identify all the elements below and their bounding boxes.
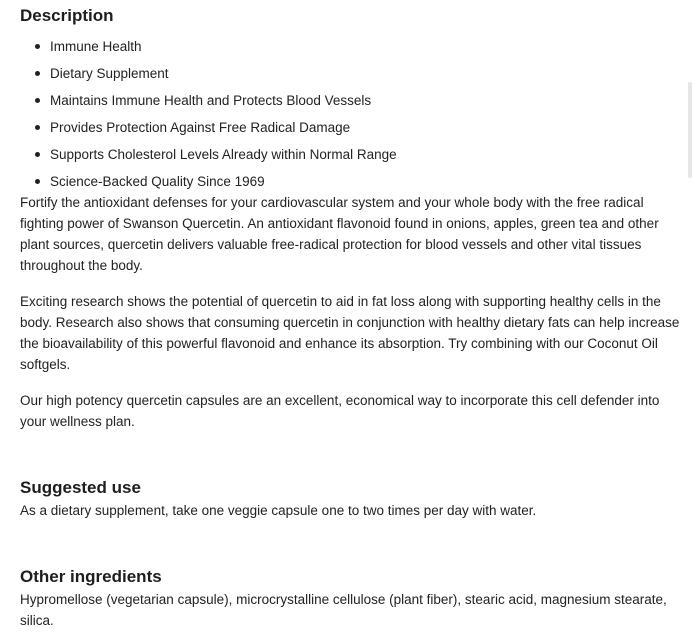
bullet-dot-icon xyxy=(35,179,40,184)
bullet-dot-icon xyxy=(35,71,40,76)
product-details-content xyxy=(20,4,680,631)
bullet-text: Supports Cholesterol Levels Already within Normal Range xyxy=(50,147,397,162)
other-ingredients-section xyxy=(20,565,680,631)
bullet-item xyxy=(20,33,680,60)
description-paragraph: Exciting research shows the potential of quercetin to aid in fat loss along with supporting healthy cells in the body. Research also shows that consuming quercetin in conjunction with healthy dietary fats can help increase the bioavailability of this powerful flavonoid and enhance its absorption. Try combining with our Coconut Oil softgels. xyxy=(20,294,680,372)
bullet-dot-icon xyxy=(35,152,40,157)
page-scrollbar[interactable] xyxy=(688,82,692,178)
bullet-item xyxy=(20,141,680,168)
bullet-text: Immune Health xyxy=(50,39,142,54)
bullet-dot-icon xyxy=(35,125,40,130)
description-section xyxy=(20,4,680,432)
bullet-text: Science-Backed Quality Since 1969 xyxy=(50,174,265,189)
bullet-item xyxy=(20,60,680,87)
description-heading: Description xyxy=(20,6,114,25)
bullet-text: Dietary Supplement xyxy=(50,66,169,81)
description-paragraph: Fortify the antioxidant defenses for your cardiovascular system and your whole body with the free radical fighting power of Swanson Quercetin. An antioxidant flavonoid found in onions, apples, green tea and other plant sources, quercetin delivers valuable free-radical protection for blood vessels and other vital tissues throughout the body. xyxy=(20,195,659,273)
description-paragraph: Our high potency quercetin capsules are an excellent, economical way to incorporate this cell defender into your wellness plan. xyxy=(20,393,660,429)
bullet-item xyxy=(20,114,680,141)
other-ingredients-text: Hypromellose (vegetarian capsule), microcrystalline cellulose (plant fiber), stearic acid, magnesium stearate, silica. xyxy=(20,592,667,628)
bullet-item xyxy=(20,168,680,195)
bullet-text: Provides Protection Against Free Radical Damage xyxy=(50,120,351,135)
other-ingredients-heading: Other ingredients xyxy=(20,567,162,586)
bullet-dot-icon xyxy=(35,98,40,103)
suggested-use-section xyxy=(20,476,680,521)
bullet-item xyxy=(20,87,680,114)
suggested-use-heading: Suggested use xyxy=(20,478,141,497)
suggested-use-text: As a dietary supplement, take one veggie capsule one to two times per day with water. xyxy=(20,503,537,518)
description-bullet-list xyxy=(20,33,680,195)
bullet-dot-icon xyxy=(35,44,40,49)
bullet-text: Maintains Immune Health and Protects Blood Vessels xyxy=(50,93,372,108)
